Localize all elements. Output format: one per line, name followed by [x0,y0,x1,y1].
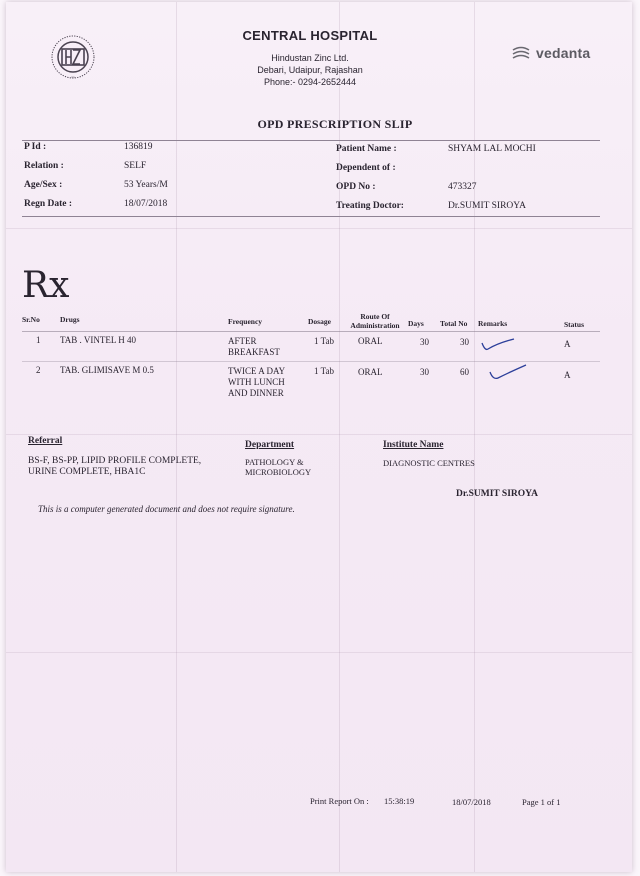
regn-date-label: Regn Date : [24,199,73,209]
row-status: A [564,370,571,380]
slip-title: OPD PRESCRIPTION SLIP [257,117,413,131]
computer-generated-note: This is a computer generated document and does not require signature. [38,504,295,514]
print-time: 15:38:19 [384,796,415,806]
print-report-label: Print Report On : [310,796,369,806]
prescription-slip [6,2,632,872]
regn-date-value: 18/07/2018 [124,199,168,209]
svg-text:HZL: HZL [71,77,75,79]
row-drug: TAB . VINTEL H 40 [60,335,137,345]
row-total: 30 [460,337,469,347]
relation-label: Relation : [24,161,64,171]
rx-symbol: Rx [22,265,70,306]
referral-heading: Referral [28,436,63,446]
dependent-label: Dependent of : [336,163,396,173]
vedanta-mark-icon [510,42,532,64]
row-drug: TAB. GLIMISAVE M 0.5 [60,365,154,375]
col-header-days: Days [408,319,424,328]
col-header-route: Route Of Administration [350,312,400,330]
age-sex-value: 53 Years/M [124,180,168,190]
relation-value: SELF [124,161,147,171]
paper-crease [474,2,475,872]
paper-crease [176,2,177,872]
checkmark-icon [488,362,528,382]
checkmark-icon [480,336,516,354]
row-srno: 2 [36,365,41,375]
pid-value: 136819 [124,142,153,152]
row-srno: 1 [36,335,41,345]
department-value: PATHOLOGY & MICROBIOLOGY [245,457,312,477]
row-frequency: AFTER BREAKFAST [228,336,280,357]
department-heading: Department [245,440,295,450]
treating-doctor-label: Treating Doctor: [336,201,404,211]
col-header-srno: Sr.No [22,315,40,324]
row-dosage: 1 Tab [314,336,334,346]
print-date: 18/07/2018 [452,797,491,807]
institute-value: DIAGNOSTIC CENTRES [383,458,475,468]
divider [22,216,600,217]
treating-doctor-value: Dr.SUMIT SIROYA [448,201,526,211]
col-header-status: Status [564,320,585,329]
row-route: ORAL [358,336,383,346]
col-header-total: Total No [440,319,468,328]
company-name: Hindustan Zinc Ltd. [271,53,349,63]
institute-heading: Institute Name [383,440,444,450]
table-header-divider [22,331,600,332]
col-header-frequency: Frequency [228,317,263,326]
opd-no-label: OPD No : [336,182,376,192]
hospital-phone: Phone:- 0294-2652444 [263,77,357,87]
paper-crease [6,434,632,435]
referral-tests: BS-F, BS-PP, LIPID PROFILE COMPLETE, URINE COMPLETE, HBA1C [28,456,202,477]
age-sex-label: Age/Sex : [24,180,63,190]
row-route: ORAL [358,367,383,377]
hospital-address: Debari, Udaipur, Rajashan [257,65,363,75]
vedanta-wordmark: vedanta [536,45,591,61]
page-number: Page 1 of 1 [522,797,561,807]
col-header-drugs: Drugs [60,315,80,324]
hzl-logo [40,34,106,80]
patient-name-value: SHYAM LAL MOCHI [448,144,536,154]
paper-crease [6,652,632,653]
row-dosage: 1 Tab [314,366,334,376]
paper-crease [339,2,340,872]
vedanta-logo [510,42,590,64]
doctor-signature-name: Dr.SUMIT SIROYA [456,489,539,499]
divider [22,140,600,141]
pid-label: P Id : [24,142,47,152]
row-frequency: TWICE A DAY WITH LUNCH AND DINNER [228,366,286,398]
col-header-remarks: Remarks [478,319,508,328]
col-header-dosage: Dosage [308,317,331,326]
opd-no-value: 473327 [448,182,477,192]
row-days: 30 [420,367,429,377]
paper-crease [6,228,632,229]
hospital-name: CENTRAL HOSPITAL [242,28,378,43]
row-total: 60 [460,367,469,377]
patient-name-label: Patient Name : [336,144,397,154]
row-status: A [564,339,571,349]
row-days: 30 [420,337,429,347]
